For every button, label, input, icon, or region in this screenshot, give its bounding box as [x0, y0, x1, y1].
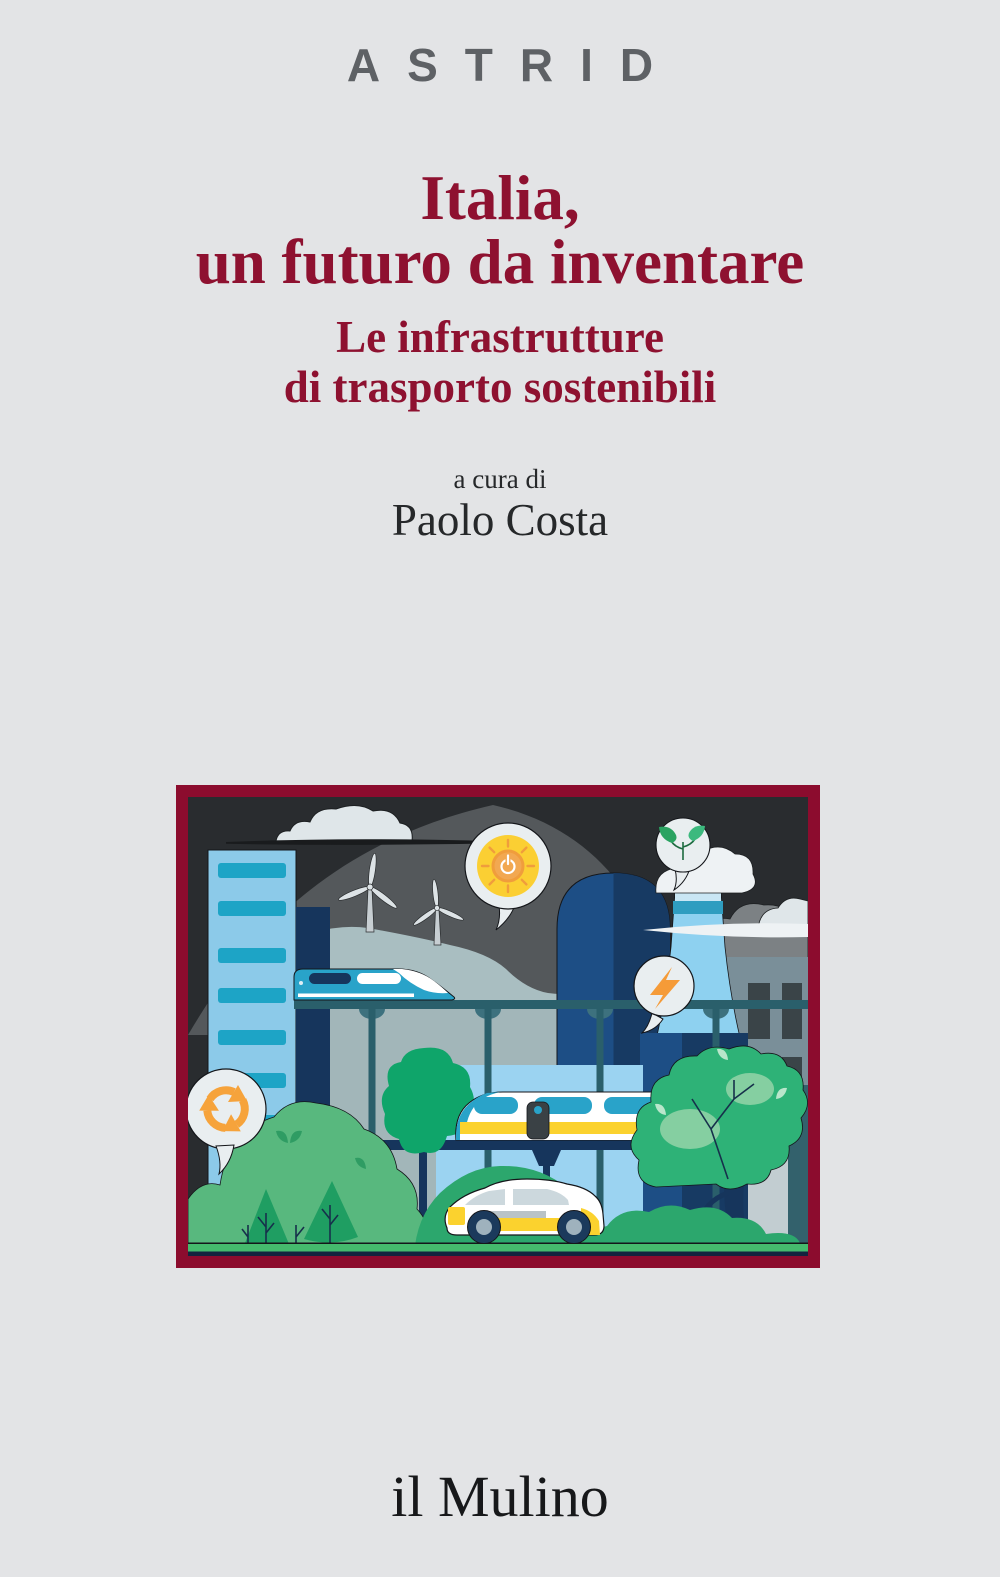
- ground: [188, 1243, 808, 1257]
- editor-name: Paolo Costa: [391, 495, 609, 545]
- series-logo: ASTRID: [346, 39, 681, 91]
- book-subtitle: [0, 312, 1000, 412]
- title-line-2: un futuro da inventare: [195, 227, 805, 297]
- edited-by-label: a cura di: [453, 464, 547, 494]
- subtitle-line-2: di trasporto sostenibili: [283, 362, 717, 412]
- cover-illustration: [188, 797, 808, 1256]
- publisher-logo: il Mulino: [391, 1464, 609, 1529]
- title-line-1: Italia,: [420, 163, 580, 233]
- cover-illustration-frame: [176, 785, 820, 1268]
- subtitle-line-1: Le infrastrutture: [336, 312, 664, 362]
- book-title: [0, 163, 1000, 297]
